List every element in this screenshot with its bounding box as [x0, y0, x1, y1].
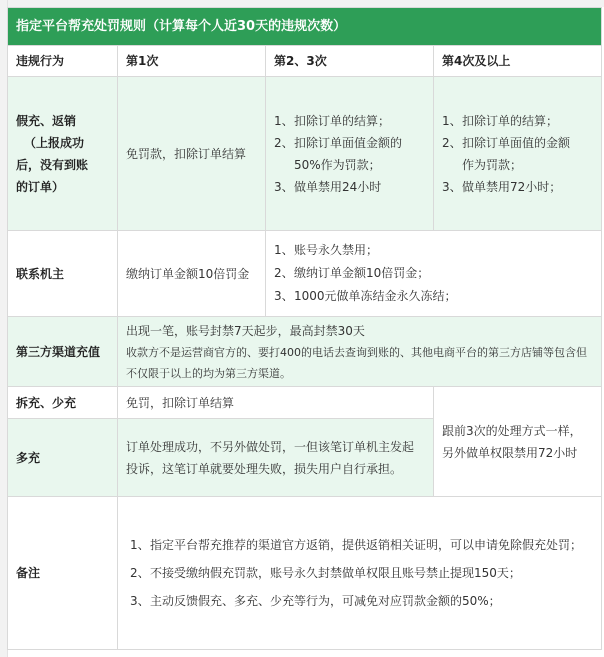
row-label-contact-owner: 联系机主 [8, 231, 118, 317]
row-fake-return [8, 77, 602, 231]
row-label-third-party: 第三方渠道充值 [8, 317, 118, 387]
top-gutter [0, 0, 604, 7]
cell-remarks [118, 497, 602, 650]
list-item: 2、扣除订单面值的金额 [442, 135, 571, 150]
third-party-line-2: 收款方不是运营商官方的、要打400的电话去查询到账的、其他电商平台的第三方店铺等包含但不仅限于以上的均为第三方渠道。 [126, 345, 587, 380]
row-label-multi: 多充 [8, 419, 118, 497]
row-label-fake-return [8, 77, 118, 231]
header-behavior: 违规行为 [8, 46, 118, 77]
cell-third-party [118, 317, 602, 387]
third-party-line-1: 出现一笔，账号封禁7天起步，最高封禁30天 [126, 323, 365, 338]
header-fourth-plus: 第4次及以上 [434, 46, 602, 77]
table-header-row [8, 46, 602, 77]
row-label-split-short: 拆充、少充 [8, 387, 118, 419]
list-item: 3、主动反馈假充、多充、少充等行为，可减免对应罚款金额的50%； [130, 594, 501, 608]
fake-return-fourth-plus-list [442, 110, 593, 198]
cell-fake-return-second-third [266, 77, 434, 231]
shared-later-text: 跟前3次的处理方式一样，另外做单权限禁用72小时 [442, 423, 582, 460]
list-item: 1、指定平台帮充推荐的渠道官方返销，提供返销相关证明，可以申请免除假充处罚； [130, 538, 583, 552]
row-remarks [8, 497, 602, 650]
label-line: 的订单） [16, 179, 65, 194]
list-item: 50%作为罚款； [294, 157, 381, 172]
list-item: 3、做单禁用24小时 [274, 179, 382, 194]
row-split-short [8, 387, 602, 419]
contact-owner-first-text: 缴纳订单金额10倍罚金 [126, 266, 250, 281]
penalty-rules-table [7, 7, 602, 650]
cell-contact-owner-first [118, 231, 266, 317]
multi-first-text: 订单处理成功，不另外做处罚，一但该笔订单机主发起投诉，这笔订单就要处理失败，损失用户自行承担。 [126, 439, 415, 476]
list-item: 2、缴纳订单金额10倍罚金； [274, 266, 430, 280]
fake-return-second-third-list [274, 110, 425, 198]
list-item: 3、做单禁用72小时； [442, 179, 562, 194]
row-contact-owner [8, 231, 602, 317]
list-item: 1、扣除订单的结算； [442, 113, 559, 128]
cell-split-short-first [118, 387, 434, 419]
header-second-third: 第2、3次 [266, 46, 434, 77]
cell-shared-later [434, 387, 602, 497]
cell-fake-return-first [118, 77, 266, 231]
contact-owner-rest-list [274, 239, 593, 308]
list-item: 3、1000元做单冻结金永久冻结； [274, 289, 457, 303]
list-item: 1、账号永久禁用； [274, 243, 379, 257]
list-item: 作为罚款； [462, 157, 523, 172]
cell-contact-owner-rest [266, 231, 602, 317]
label-line: （上报成功 [24, 135, 85, 150]
row-label-remarks: 备注 [8, 497, 118, 650]
cell-fake-return-fourth-plus [434, 77, 602, 231]
list-item: 2、扣除订单面值金额的 [274, 135, 403, 150]
cell-multi-first [118, 419, 434, 497]
list-item: 1、扣除订单的结算； [274, 113, 391, 128]
label-line: 后，没有到账 [16, 157, 89, 172]
fake-return-first-text: 免罚款，扣除订单结算 [126, 146, 247, 161]
split-short-first-text: 免罚，扣除订单结算 [126, 395, 235, 410]
list-item: 2、不接受缴纳假充罚款，账号永久封禁做单权限且账号禁止提现150天； [130, 566, 521, 580]
table-title-row [8, 8, 602, 46]
remarks-list [126, 533, 593, 613]
table-title: 指定平台帮充处罚规则（计算每个人近30天的违规次数） [8, 8, 602, 46]
row-third-party [8, 317, 602, 387]
label-line: 假充、返销 [16, 113, 77, 128]
header-first: 第1次 [118, 46, 266, 77]
